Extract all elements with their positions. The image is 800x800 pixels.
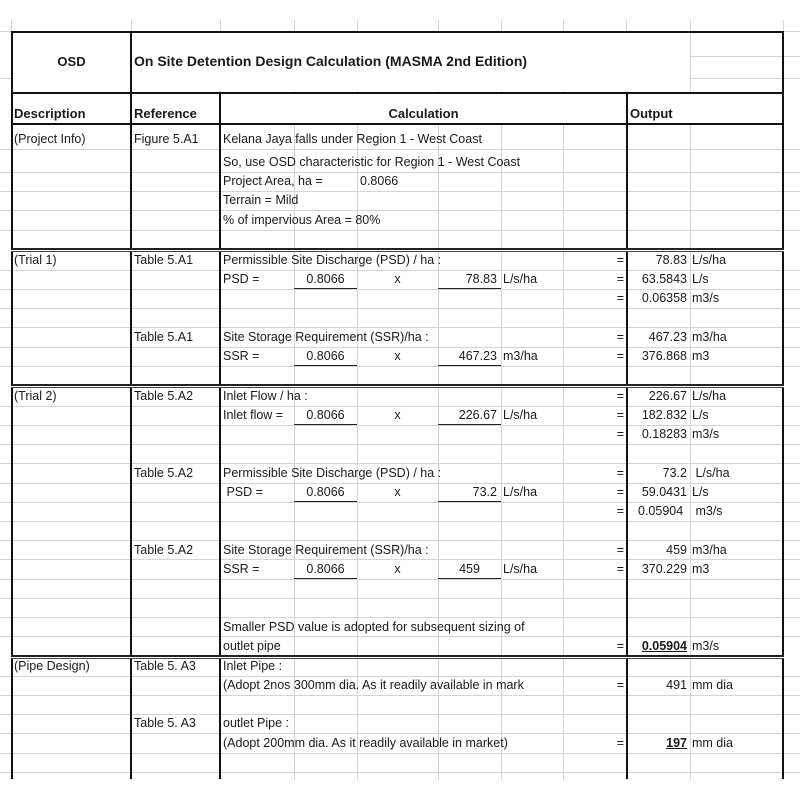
equals-sign: = — [616, 291, 624, 305]
trial1-psd-label: PSD = — [223, 272, 260, 286]
adopted-psd-value: 0.05904 — [641, 639, 687, 653]
inlet-pipe-reference: Table 5. A3 — [134, 659, 196, 673]
output-value: 182.832 — [641, 408, 687, 422]
trial2-psd-area: 0.8066 — [306, 485, 345, 499]
gridline — [0, 444, 800, 445]
equals-sign: = — [616, 389, 624, 403]
output-unit: mm dia — [692, 736, 733, 750]
underline — [438, 578, 501, 579]
output-value: 59.0431 — [641, 485, 687, 499]
inlet-pipe-diameter: 491 — [666, 678, 687, 692]
trial2-inlet-rate-unit: L/s/ha — [503, 408, 538, 422]
impervious-line: % of impervious Area = 80% — [223, 213, 381, 227]
equals-sign: = — [616, 562, 624, 576]
gridline — [0, 210, 800, 211]
output-value: 0.05904 — [638, 504, 684, 518]
underline — [294, 424, 357, 425]
output-unit: L/s/ha — [692, 466, 730, 480]
output-unit: m3/ha — [692, 330, 727, 344]
equals-sign: = — [616, 639, 624, 653]
gridline — [0, 230, 800, 231]
trial2-psd-reference: Table 5.A2 — [134, 466, 194, 480]
output-unit: m3/s — [692, 291, 720, 305]
trial1-ssr-area: 0.8066 — [306, 349, 345, 363]
gridline — [0, 579, 800, 580]
equals-sign: = — [616, 678, 624, 692]
output-unit: m3 — [692, 562, 710, 576]
trial2-ssr-label: SSR = — [223, 562, 260, 576]
gridline — [563, 20, 564, 780]
multiply-sign: x — [394, 485, 401, 499]
output-value: 63.5843 — [641, 272, 687, 286]
underline — [438, 288, 501, 289]
underline — [438, 424, 501, 425]
border — [11, 31, 13, 779]
output-unit: m3 — [692, 349, 710, 363]
output-value: 0.06358 — [641, 291, 687, 305]
output-value: 0.18283 — [641, 427, 687, 441]
header-calculation: Calculation — [388, 106, 459, 121]
project-area-label: Project Area, ha = — [223, 174, 323, 188]
multiply-sign: x — [394, 408, 401, 422]
trial2-inlet-heading: Inlet Flow / ha : — [223, 389, 308, 403]
equals-sign: = — [616, 427, 624, 441]
trial2-psd-rate-unit: L/s/ha — [503, 485, 538, 499]
output-value: 78.83 — [655, 253, 687, 267]
outlet-pipe-note: (Adopt 200mm dia. As it readily available in market) — [223, 736, 508, 750]
output-unit: L/s — [692, 485, 709, 499]
project-area-value: 0.8066 — [360, 174, 399, 188]
border — [130, 31, 132, 779]
gridline — [0, 191, 800, 192]
output-value: 226.67 — [648, 389, 687, 403]
border — [782, 31, 784, 779]
trial2-ssr-heading: Site Storage Requirement (SSR)/ha : — [223, 543, 429, 557]
terrain-line: Terrain = Mild — [223, 193, 299, 207]
underline — [294, 365, 357, 366]
pipe-design-description: (Pipe Design) — [14, 659, 90, 673]
multiply-sign: x — [394, 349, 401, 363]
output-value: 467.23 — [648, 330, 687, 344]
border — [219, 92, 221, 779]
trial1-ssr-rate-unit: m3/ha — [503, 349, 538, 363]
underline — [438, 365, 501, 366]
underline — [294, 288, 357, 289]
trial1-psd-heading: Permissible Site Discharge (PSD) / ha : — [223, 253, 442, 267]
border — [11, 123, 784, 125]
output-unit: m3/s — [692, 639, 720, 653]
output-unit: L/s — [692, 408, 709, 422]
project-info-reference: Figure 5.A1 — [134, 132, 199, 146]
gridline — [0, 308, 800, 309]
trial1-ssr-heading: Site Storage Requirement (SSR)/ha : — [223, 330, 429, 344]
gridline — [0, 598, 800, 599]
equals-sign: = — [616, 349, 624, 363]
project-info-description: (Project Info) — [14, 132, 86, 146]
underline — [438, 501, 501, 502]
trial2-ssr-area: 0.8066 — [306, 562, 345, 576]
note-line: Smaller PSD value is adopted for subsequent sizing of — [223, 620, 525, 634]
trial1-ssr-rate: 467.23 — [458, 349, 497, 363]
trial1-psd-rate-unit: L/s/ha — [503, 272, 538, 286]
trial2-psd-rate: 73.2 — [472, 485, 497, 499]
output-unit: m3/ha — [692, 543, 727, 557]
equals-sign: = — [616, 330, 624, 344]
border — [11, 92, 784, 94]
output-value: 459 — [666, 543, 687, 557]
equals-sign: = — [616, 272, 624, 286]
equals-sign: = — [616, 736, 624, 750]
outlet-pipe-heading: outlet Pipe : — [223, 716, 290, 730]
osd-code-label: OSD — [57, 54, 86, 69]
output-unit: L/s/ha — [692, 389, 727, 403]
trial1-ssr-label: SSR = — [223, 349, 260, 363]
output-unit: m3/s — [692, 427, 720, 441]
trial1-psd-area: 0.8066 — [306, 272, 345, 286]
underline — [294, 578, 357, 579]
output-unit: L/s — [692, 272, 709, 286]
trial2-inlet-reference: Table 5.A2 — [134, 389, 194, 403]
multiply-sign: x — [394, 562, 401, 576]
output-value: 370.229 — [641, 562, 687, 576]
output-unit: mm dia — [692, 678, 733, 692]
trial2-psd-label: PSD = — [223, 485, 263, 499]
trial2-ssr-rate: 459 — [459, 562, 480, 576]
project-info-line: So, use OSD characteristic for Region 1 - West Coast — [223, 155, 521, 169]
inlet-pipe-heading: Inlet Pipe : — [223, 659, 283, 673]
page-title: On Site Detention Design Calculation (MASMA 2nd Edition) — [134, 53, 528, 69]
trial1-psd-rate: 78.83 — [465, 272, 497, 286]
output-unit: m3/s — [692, 504, 723, 518]
output-value: 376.868 — [641, 349, 687, 363]
trial2-ssr-reference: Table 5.A2 — [134, 543, 194, 557]
trial1-description: (Trial 1) — [14, 253, 57, 267]
underline — [294, 501, 357, 502]
gridline — [0, 772, 800, 773]
equals-sign: = — [616, 466, 624, 480]
trial2-inlet-rate: 226.67 — [458, 408, 497, 422]
trial2-ssr-rate-unit: L/s/ha — [503, 562, 538, 576]
equals-sign: = — [616, 408, 624, 422]
inlet-pipe-note: (Adopt 2nos 300mm dia. As it readily available in mark — [223, 678, 524, 692]
header-reference: Reference — [134, 106, 197, 121]
gridline — [0, 521, 800, 522]
equals-sign: = — [616, 485, 624, 499]
header-description: Description — [14, 106, 86, 121]
output-unit: L/s/ha — [692, 253, 727, 267]
header-output: Output — [630, 106, 673, 121]
output-value: 73.2 — [662, 466, 687, 480]
outlet-pipe-diameter: 197 — [666, 736, 687, 750]
gridline — [0, 149, 800, 150]
trial2-psd-heading: Permissible Site Discharge (PSD) / ha : — [223, 466, 442, 480]
gridline — [0, 753, 800, 754]
multiply-sign: x — [394, 272, 401, 286]
trial2-description: (Trial 2) — [14, 389, 57, 403]
trial1-psd-reference: Table 5.A1 — [134, 253, 194, 267]
note-line: outlet pipe — [223, 639, 281, 653]
gridline — [0, 714, 800, 715]
gridline — [0, 695, 800, 696]
trial2-inlet-label: Inlet flow = — [223, 408, 284, 422]
gridline — [501, 20, 502, 780]
trial2-inlet-area: 0.8066 — [306, 408, 345, 422]
outlet-pipe-reference: Table 5. A3 — [134, 716, 196, 730]
border — [11, 31, 784, 33]
gridline — [0, 366, 800, 367]
equals-sign: = — [616, 253, 624, 267]
equals-sign: = — [616, 504, 624, 518]
trial1-ssr-reference: Table 5.A1 — [134, 330, 194, 344]
gridline — [690, 20, 691, 780]
equals-sign: = — [616, 543, 624, 557]
gridline — [0, 172, 800, 173]
project-info-line: Kelana Jaya falls under Region 1 - West Coast — [223, 132, 482, 146]
